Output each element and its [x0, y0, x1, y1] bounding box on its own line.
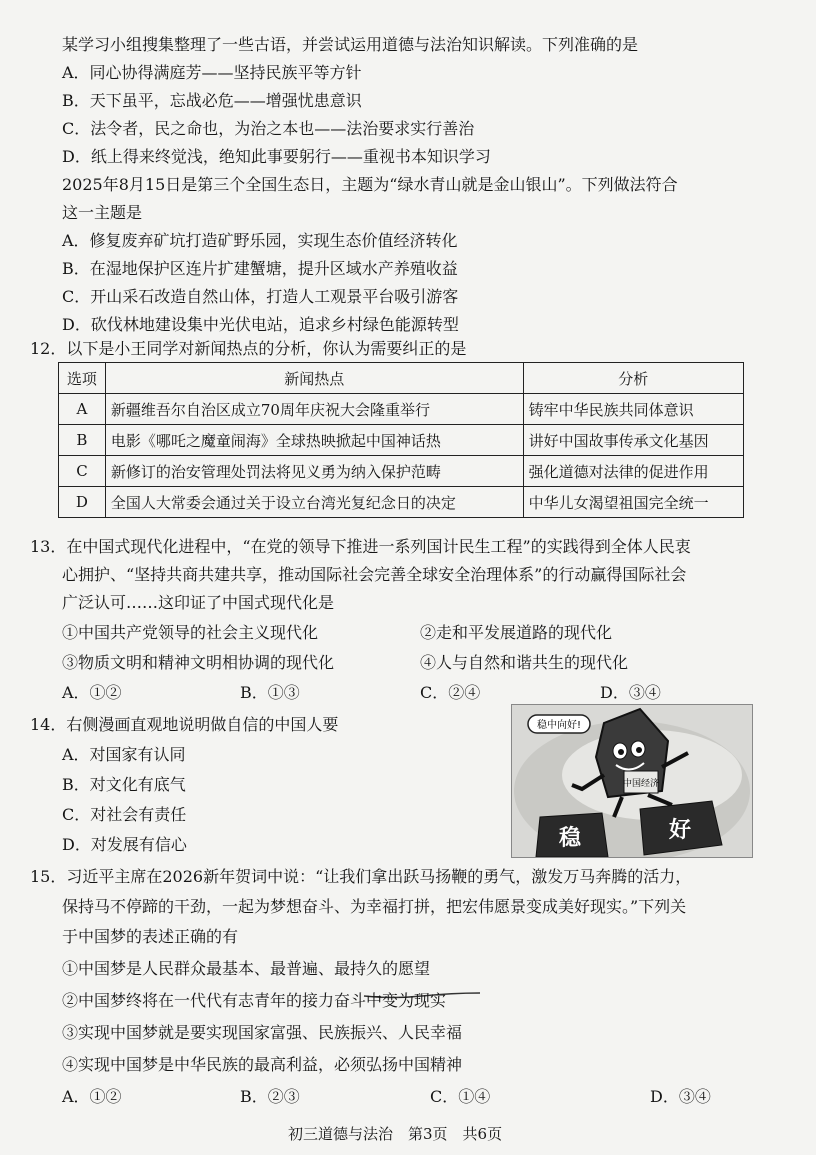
table-row	[59, 425, 744, 456]
q13-statement-3: ③物质文明和精神文明相协调的现代化	[62, 653, 335, 672]
q15-statement-3: ③实现中国梦就是要实现国家富强、民族振兴、人民幸福	[62, 1023, 463, 1042]
q11-option-c: C．开山采石改造自然山体，打造人工观景平台吸引游客	[62, 287, 459, 306]
table-cell-news: 电影《哪吒之魔童闹海》全球热映掀起中国神话热	[105, 425, 523, 456]
q10-option-a: A．同心协得满庭芳——坚持民族平等方针	[62, 63, 362, 82]
block-stable-text: 稳	[558, 826, 582, 851]
q13-option-a: A．①②	[62, 683, 122, 702]
q15-statement-2: ②中国梦终将在一代代有志青年的接力奋斗中变为现实	[62, 991, 447, 1010]
q14-stem: 14．右侧漫画直观地说明做自信的中国人要	[30, 715, 339, 734]
table-cell-analysis: 强化道德对法律的促进作用	[523, 456, 743, 487]
q15-option-c: C．①④	[430, 1087, 491, 1106]
q10-option-d: D．纸上得来终觉浅，绝知此事要躬行——重视书本知识学习	[62, 147, 491, 166]
q13-option-b: B．①③	[240, 683, 300, 702]
q12-stem: 12．以下是小王同学对新闻热点的分析，你认为需要纠正的是	[30, 339, 467, 358]
q15-statement-1: ①中国梦是人民群众最基本、最普遍、最持久的愿望	[62, 959, 431, 978]
table-cell-option: D	[59, 487, 106, 518]
q11-option-a: A．修复废弃矿坑打造矿野乐园，实现生态价值经济转化	[62, 231, 458, 250]
q10-option-c: C．法令者，民之命也，为治之本也——法治要求实行善治	[62, 119, 475, 138]
table-row	[59, 456, 744, 487]
q14-option-c: C．对社会有责任	[62, 805, 187, 824]
q13-statement-2: ②走和平发展道路的现代化	[420, 623, 613, 642]
economy-cartoon	[511, 704, 753, 858]
news-analysis-table	[58, 362, 744, 518]
q11-option-d: D．砍伐林地建设集中光伏电站，追求乡村绿色能源转型	[62, 315, 459, 334]
page-footer: 初三道德与法治 第3页 共6页	[288, 1125, 503, 1143]
table-cell-news: 新修订的治安管理处罚法将见义勇为纳入保护范畴	[105, 456, 523, 487]
q13-stem-line2: 心拥护、“坚持共商共建共享，推动国际社会完善全球安全治理体系”的行动赢得国际社会	[62, 565, 687, 584]
table-cell-news: 全国人大常委会通过关于设立台湾光复纪念日的决定	[105, 487, 523, 518]
table-row	[59, 394, 744, 425]
cartoon-illustration	[512, 705, 752, 857]
table-cell-option: A	[59, 394, 106, 425]
table-cell-option: C	[59, 456, 106, 487]
table-cell-analysis: 讲好中国故事传承文化基因	[523, 425, 743, 456]
q15-option-a: A．①②	[62, 1087, 122, 1106]
q11-stem-line2: 这一主题是	[62, 203, 143, 222]
q15-statement-4: ④实现中国梦是中华民族的最高利益，必须弘扬中国精神	[62, 1055, 463, 1074]
q13-stem-line3: 广泛认可……这印证了中国式现代化是	[62, 593, 335, 612]
block-good-text: 好	[668, 818, 692, 843]
figure-label: 中国经济	[622, 779, 660, 789]
table-cell-option: B	[59, 425, 106, 456]
q13-option-c: C．②④	[420, 683, 481, 702]
q15-stem-line3: 于中国梦的表述正确的有	[62, 927, 239, 946]
q10-option-b: B．天下虽平，忘战必危——增强忧患意识	[62, 91, 362, 110]
q15-stem-line2: 保持马不停蹄的干劲，一起为梦想奋斗、为幸福打拼，把宏伟愿景变成美好现实。”下列关	[62, 897, 687, 916]
q13-statement-4: ④人与自然和谐共生的现代化	[420, 653, 629, 672]
q10-stem: 某学习小组搜集整理了一些古语，并尝试运用道德与法治知识解读。下列准确的是	[62, 35, 639, 54]
table-cell-analysis: 铸牢中华民族共同体意识	[523, 394, 743, 425]
q11-option-b: B．在湿地保护区连片扩建蟹塘，提升区域水产养殖收益	[62, 259, 458, 278]
q13-option-d: D．③④	[600, 683, 661, 702]
q15-stem-line1: 15．习近平主席在2026新年贺词中说：“让我们拿出跃马扬鞭的勇气，激发万马奔腾的活力，	[30, 867, 692, 886]
table-header-option: 选项	[59, 363, 106, 394]
q13-statement-1: ①中国共产党领导的社会主义现代化	[62, 623, 319, 642]
q14-option-a: A．对国家有认同	[62, 745, 186, 764]
table-cell-analysis: 中华儿女渴望祖国完全统一	[523, 487, 743, 518]
q14-option-b: B．对文化有底气	[62, 775, 186, 794]
table-header-news: 新闻热点	[105, 363, 523, 394]
table-row	[59, 487, 744, 518]
table-header-analysis: 分析	[523, 363, 743, 394]
q14-option-d: D．对发展有信心	[62, 835, 187, 854]
q13-stem-line1: 13．在中国式现代化进程中，“在党的领导下推进一系列国计民生工程”的实践得到全体人民衷	[30, 537, 691, 556]
q15-option-b: B．②③	[240, 1087, 300, 1106]
table-header-row	[59, 363, 744, 394]
table-cell-news: 新疆维吾尔自治区成立70周年庆祝大会隆重举行	[105, 394, 523, 425]
q11-stem-line1: 2025年8月15日是第三个全国生态日，主题为“绿水青山就是金山银山”。下列做法符合	[62, 175, 678, 194]
speech-bubble-text: 稳中向好!	[536, 720, 582, 731]
q15-option-d: D．③④	[650, 1087, 711, 1106]
